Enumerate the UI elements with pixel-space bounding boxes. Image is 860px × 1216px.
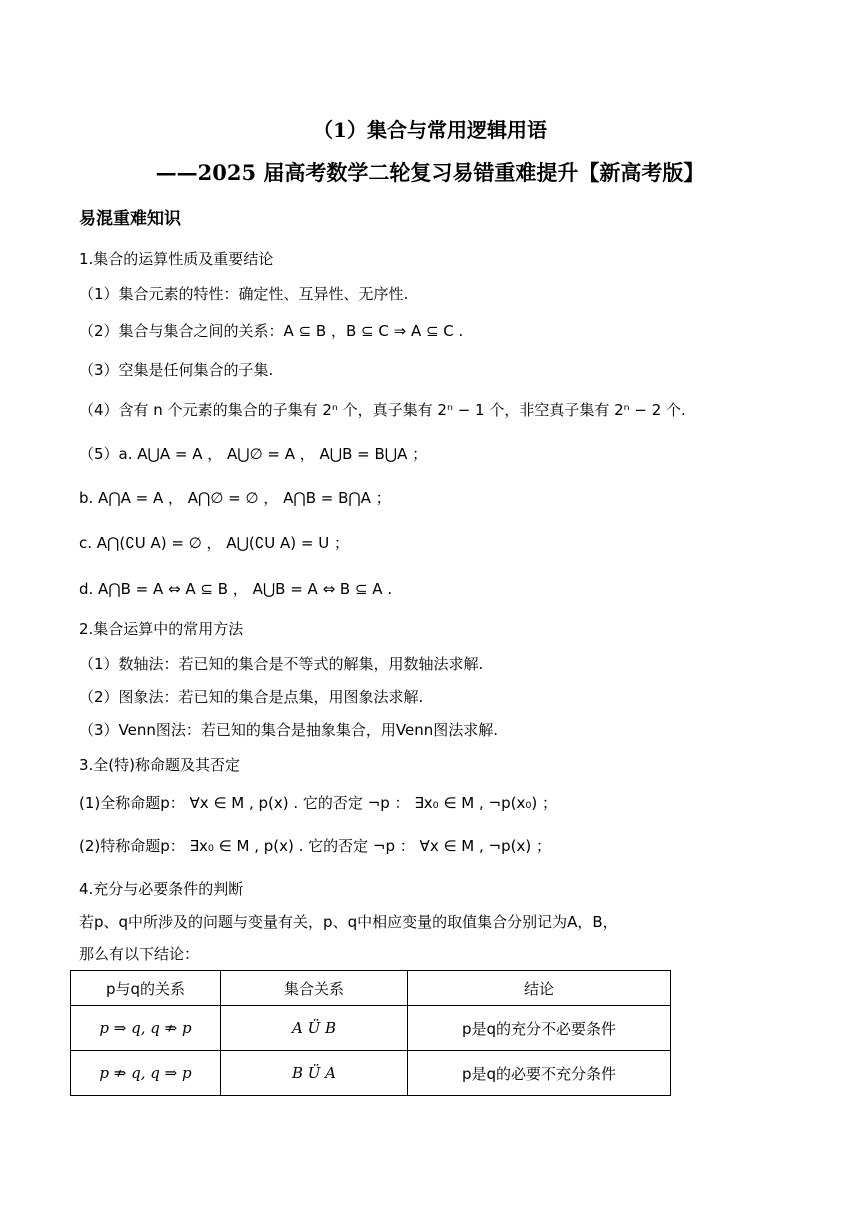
section-2-item-3: （3）Venn图法：若已知的集合是抽象集合，用Venn图法求解. bbox=[79, 721, 498, 739]
section-4-paragraph-2: 那么有以下结论： bbox=[79, 945, 200, 963]
section-3-item-1: (1)全称命题p： ∀x ∈ M , p(x) . 它的否定 ¬p ： ∃x₀ ∈ M , ¬p(x₀) ； bbox=[79, 794, 557, 812]
section-2-item-1: （1）数轴法：若已知的集合是不等式的解集，用数轴法求解. bbox=[79, 655, 484, 673]
section-heading: 易混重难知识 bbox=[79, 209, 181, 229]
section-3-item-2: (2)特称命题p： ∃x₀ ∈ M , p(x) . 它的否定 ¬p ： ∀x ∈ M , ¬p(x) ； bbox=[79, 837, 551, 855]
table-cell: p ⇏ q, q ⇒ p bbox=[71, 1051, 221, 1096]
table-cell: p ⇒ q, q ⇏ p bbox=[71, 1006, 221, 1051]
section-1-item-5b: b. A⋂A = A ， A⋂∅ = ∅ ， A⋂B = B⋂A ； bbox=[79, 489, 391, 507]
table-header-row bbox=[71, 971, 671, 1006]
table-header-cell: 结论 bbox=[408, 971, 671, 1006]
table-cell: B Ü A bbox=[221, 1051, 408, 1096]
section-1-item-4: （4）含有 n 个元素的集合的子集有 2ⁿ 个，真子集有 2ⁿ − 1 个，非空真子集有 2ⁿ − 2 个. bbox=[79, 401, 686, 419]
section-1-item-3: （3）空集是任何集合的子集. bbox=[79, 361, 274, 379]
condition-relation-table bbox=[70, 970, 671, 1096]
document-title: （1）集合与常用逻辑用语 bbox=[313, 118, 547, 142]
section-1-title: 1.集合的运算性质及重要结论 bbox=[79, 250, 274, 268]
section-1-item-5c: c. A⋂(∁U A) = ∅ ， A⋃(∁U A) = U ； bbox=[79, 534, 349, 552]
table-cell: p是q的充分不必要条件 bbox=[408, 1006, 671, 1051]
section-1-item-1: （1）集合元素的特性：确定性、互异性、无序性. bbox=[79, 285, 409, 303]
section-3-title: 3.全(特)称命题及其否定 bbox=[79, 756, 241, 774]
table-header-cell: p与q的关系 bbox=[71, 971, 221, 1006]
section-2-title: 2.集合运算中的常用方法 bbox=[79, 620, 244, 638]
table-row bbox=[71, 1051, 671, 1096]
section-4-paragraph-1: 若p、q中所涉及的问题与变量有关，p、q中相应变量的取值集合分别记为A，B， bbox=[79, 913, 618, 931]
section-2-item-2: （2）图象法：若已知的集合是点集，用图象法求解. bbox=[79, 688, 424, 706]
table-row bbox=[71, 1006, 671, 1051]
table-cell: A Ü B bbox=[221, 1006, 408, 1051]
section-1-item-5a: （5）a. A⋃A = A ， A⋃∅ = A ， A⋃B = B⋃A ； bbox=[79, 445, 428, 463]
table-header-cell: 集合关系 bbox=[221, 971, 408, 1006]
section-1-item-2: （2）集合与集合之间的关系：A ⊆ B ，B ⊆ C ⇒ A ⊆ C . bbox=[79, 322, 464, 340]
section-1-item-5d: d. A⋂B = A ⇔ A ⊆ B ， A⋃B = A ⇔ B ⊆ A . bbox=[79, 580, 393, 598]
document-subtitle: ——2025 届高考数学二轮复习易错重难提升【新高考版】 bbox=[155, 160, 705, 185]
table-cell: p是q的必要不充分条件 bbox=[408, 1051, 671, 1096]
section-4-title: 4.充分与必要条件的判断 bbox=[79, 880, 244, 898]
